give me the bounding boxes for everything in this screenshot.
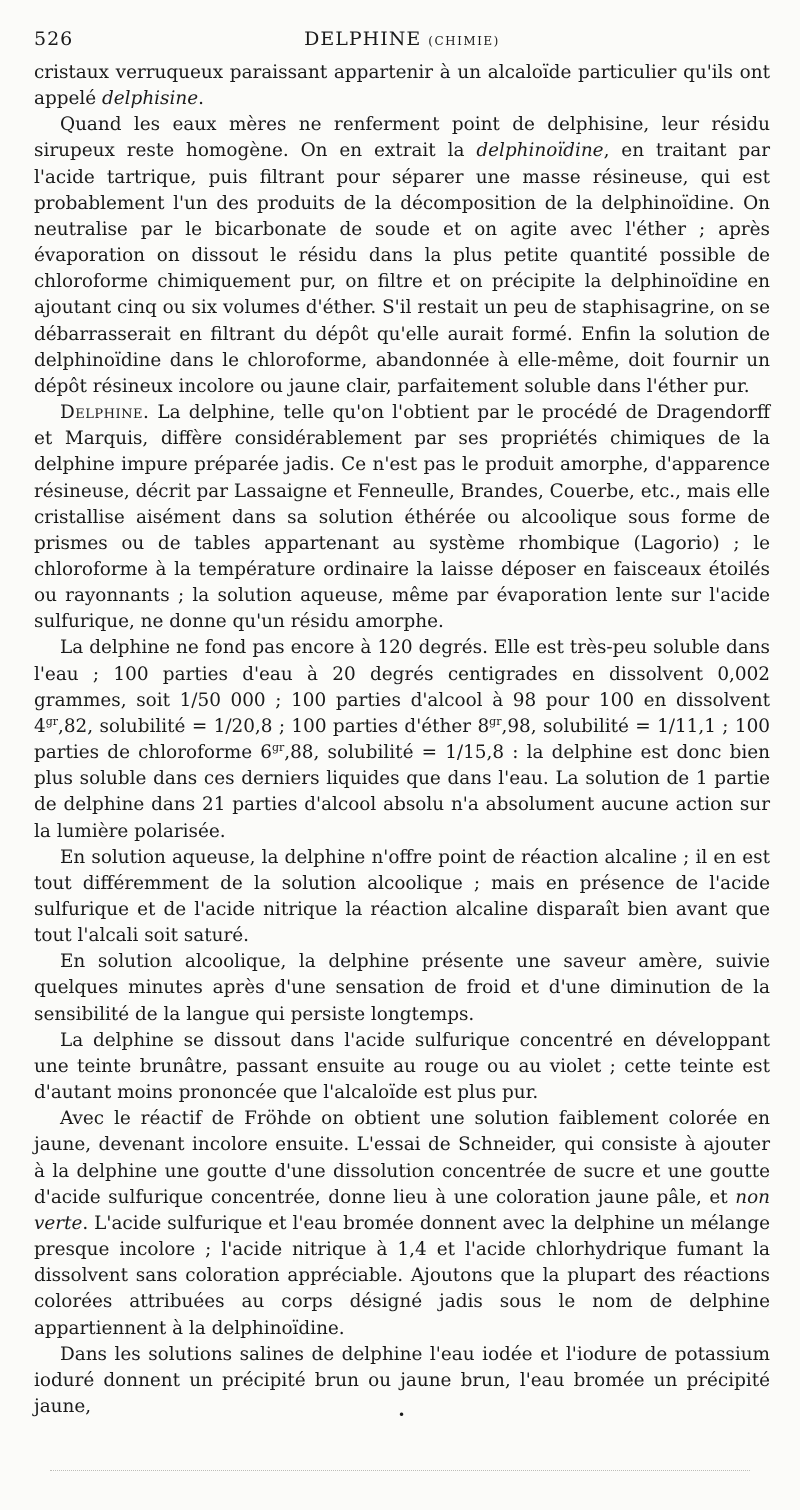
paragraph: Delphine. La delphine, telle qu'on l'obtient par le procédé de Dragendorff et Marquis, diffère considérablement par ses propriétés chimiques de la delphine impure préparée jadis. Ce n'est pas le produit amorphe, d'apparence résineuse, décrit par Lassaigne et Fenneulle, Brandes, Couerbe, etc., mais elle cristallise aisément dans sa solution éthérée ou alcoolique sous forme de prismes ou de tables appartenant au système rhombique (Lagorio) ; le chloroforme à la température ordinaire la laisse déposer en faisceaux étoilés ou rayonnants ; la solution aqueuse, même par évaporation lente sur l'acide sulfurique, ne donne qu'un résidu amorphe. (34, 402, 770, 633)
paragraph: La delphine se dissout dans l'acide sulfurique concentré en développant une teinte brunâtre, passant ensuite au rouge ou au violet ; cette teinte est d'autant moins prononcée que l'alcaloïde est plus pur. (34, 1029, 770, 1104)
running-title-main: DELPHINE (304, 28, 422, 50)
paragraph: La delphine ne fond pas encore à 120 degrés. Elle est très-peu soluble dans l'eau ; 100 parties d'eau à 20 degrés centigrades en dissolvent 0,002 grammes, soit 1/50 000 ; 100 parties d'alcool à 98 pour 100 en dissolvent $4^{gr},82$, solubilité = 1/20,8 ; 100 parties d'éther $8^{gr},98$, solubilité = 1/11,1 ; 100 parties de chloroforme $6^{gr},88$, solubilité = 1/15,8 : la delphine est donc bien plus soluble dans ces derniers liquides que dans l'eau. La solution de 1 partie de delphine dans 21 parties d'alcool absolu n'a absolument aucune action sur la lumière polarisée. (34, 637, 770, 842)
body-text (34, 60, 770, 1420)
paragraph: Avec le réactif de Fröhde on obtient une solution faiblement colorée en jaune, devenant incolore ensuite. L'essai de Schneider, qui consiste à ajouter à la delphine une goutte d'une dissolution concentrée de sucre et une goutte d'acide sulfurique concentrée, donne lieu à une coloration jaune pâle, et non verte. L'acide sulfurique et l'eau bromée donnent avec la delphine un mélange presque incolore ; l'acide nitrique à 1,4 et l'acide chlorhydrique fumant la dissolvent sans coloration appréciable. Ajoutons que la plupart des réactions colorées attribuées au corps désigné jadis sous le nom de delphine appartiennent à la delphinoïdine. (34, 1108, 770, 1339)
emphasis: non verte (34, 1186, 770, 1234)
paragraph: Quand les eaux mères ne renferment point de delphisine, leur résidu sirupeux reste homogène. On en extrait la delphinoïdine, en traitant par l'acide tartrique, puis filtrant pour séparer une masse résineuse, qui est probablement l'un des produits de la décomposition de la delphinoïdine. On neutralise par le bicarbonate de soude et on agite avec l'éther ; après évaporation on dissout le résidu dans la plus petite quantité possible de chloroforme chimiquement pur, on filtre et on précipite la delphinoïdine en ajoutant cinq ou six volumes d'éther. S'il restait un peu de staphisagrine, on se débarrasserait en filtrant du dépôt qu'elle aurait formé. Enfin la solution de delphinoïdine dans le chloroforme, abandonnée à elle-même, doit fournir un dépôt résineux incolore ou jaune clair, parfaitement soluble dans l'éther pur. (34, 114, 770, 397)
running-title-section: (CHIMIE) (428, 34, 500, 48)
page-bottom-rule (50, 1470, 750, 1471)
paragraph: En solution alcoolique, la delphine présente une saveur amère, suivie quelques minutes après d'une sensation de froid et d'une diminution de la sensibilité de la langue qui persiste longtemps. (34, 951, 770, 1025)
page-number: 526 (34, 28, 74, 50)
emphasis: delphinoïdine (476, 140, 604, 162)
running-title (34, 28, 770, 50)
paragraph: Dans les solutions salines de delphine l'eau iodée et l'iodure de potassium ioduré donnent un précipité brun ou jaune brun, l'eau bromée un précipité jaune, (34, 1343, 770, 1417)
page-header (34, 28, 770, 58)
print-dot-mark: • (398, 1408, 406, 1422)
section-lead: Delphine. (60, 402, 150, 424)
paragraph: En solution aqueuse, la delphine n'offre point de réaction alcaline ; il en est tout différemment de la solution alcoolique ; mais en présence de l'acide sulfurique et de l'acide nitrique la réaction alcaline disparaît bien avant que tout l'alcali soit saturé. (34, 846, 770, 947)
emphasis: delphisine (102, 88, 199, 110)
paragraph: cristaux verruqueux paraissant appartenir à un alcaloïde particulier qu'ils ont appelé delphisine. (34, 62, 770, 110)
